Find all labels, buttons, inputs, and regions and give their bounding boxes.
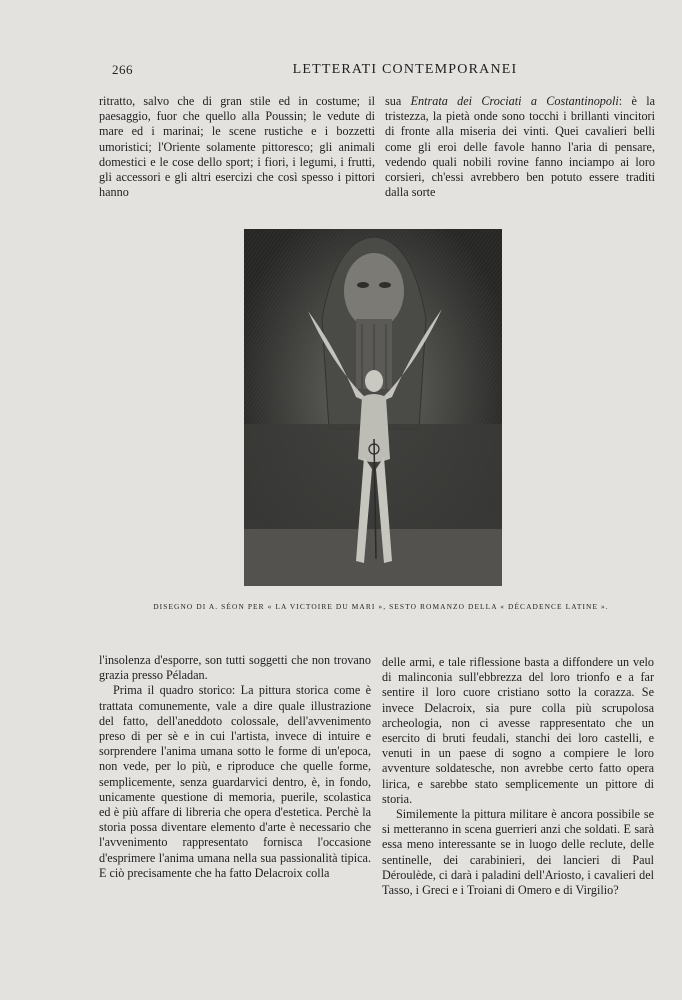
bottom-left-column [99, 653, 371, 881]
bottom-left-paragraph-1: l'insolenza d'esporre, son tutti soggetti che non trovano grazia presso Péladan. [99, 653, 371, 683]
bottom-left-paragraph-2: Prima il quadro storico: La pittura storica come è trattata comunemente, vale a dire quale illustrazione del fatto, dell'aneddoto colossale, dell'avvenimento preso di per sè e in cui l'artista, invece di intuire e sorprendere l'anima umana sotto le forme di un'epoca, non vede, per lo più, e riproduce che quelle forme, semplicemente, senza guardarvici dentro, è, in fondo, unicamente questione di memoria, puerile, scolastica ed è più affare di libreria che opera d'estetica. Perchè la storia possa diventare elemento d'arte è necessario che l'avvenimento rappresentato fornisca l'occasione d'esprimere l'anima umana nella sua passionalità tipica. E ciò precisamente che ha fatto Delacroix colla [99, 683, 371, 880]
page-number: 266 [112, 62, 133, 77]
bottom-right-paragraph-1: delle armi, e tale riflessione basta a diffondere un velo di malinconia sull'ebbrezza del loro trionfo e a far sentire il loro cuore cristiano sotto la corazza. Se invece Delacroix, sia pure colla più scrupolosa archeologia, non ci avesse rappresentato che un esercito di bruti feudali, stanchi dei loro castelli, e venuti in un paese di sogno a compiere le loro avventure soldatesche, non avrebbe certo fatto opera lirica, e sarebbe stato semplicemente un pittore di storia. [382, 655, 654, 806]
top-left-column [99, 94, 375, 200]
page-header [112, 62, 658, 80]
artwork-title: Entrata dei Crociati a Costantinopoli [410, 94, 619, 108]
running-title: LETTERATI CONTEMPORANEI [292, 62, 518, 77]
top-right-text-end: : è la tristezza, la pietà onde sono tocchi i brillanti vincitori di fronte alla miseria dei vinti. Quei cavalieri belli come gli eroi delle favole hanno l'aria di pensare, vedendo quali nobili rovine fanno inciampo ai loro corsieri, ch'essi avrebbero ben potuto essere traditi dalla sorte [385, 94, 655, 200]
top-left-paragraph: ritratto, salvo che di gran stile ed in costume; il paesaggio, fuor che quello alla Poussin; le vedute di mare ed i marinai; le scene rustiche e i bozzetti umoristici; l'Oriente solamente pittoresco; gli animali domestici e le cose dello sport; i fiori, i legumi, i frutti, gli accessori e gli altri esercizi che così spesso i pittori hanno [99, 94, 375, 200]
bottom-right-column [382, 655, 654, 898]
top-right-column [385, 94, 655, 200]
bottom-right-paragraph-2: Similemente la pittura militare è ancora possibile se si metteranno in scena guerrieri anzi che soldati. E sarà essa meno interessante se in luogo delle reclute, delle sentinelle, dei carabinieri, dei lancieri di Paul Déroulède, ci darà i paladini dell'Ariosto, i cavalieri del Tasso, i Greci e i Troiani di Omero e di Virgilio? [382, 807, 654, 898]
illustration [244, 229, 502, 586]
top-right-paragraph [385, 94, 655, 200]
figure-caption: DISEGNO DI A. SÉON PER « LA VICTOIRE DU MARI », SESTO ROMANZO DELLA « DÉCADENCE LATINE ». [153, 602, 609, 611]
sphinx-angel-drawing [244, 229, 502, 586]
top-right-text-start: sua [385, 94, 411, 108]
